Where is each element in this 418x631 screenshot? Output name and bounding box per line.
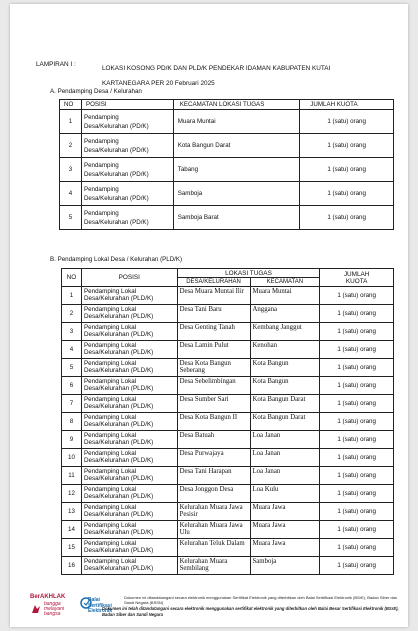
- cell-no: 4: [62, 341, 82, 359]
- cell-kuota: 1 (satu) orang: [300, 206, 394, 230]
- cell-kuota: 1 (satu) orang: [320, 395, 394, 413]
- col-no: NO: [62, 269, 82, 287]
- cell-kecamatan: Kota Bangun Darat: [250, 395, 320, 413]
- cell-posisi: Pendamping Desa/Kelurahan (PD/K): [81, 158, 173, 182]
- cell-posisi: Pendamping Lokal Desa/Kelurahan (PLD/K): [81, 449, 177, 467]
- cell-desa: Desa Jonggon Desa: [177, 485, 250, 503]
- cell-kuota: 1 (satu) orang: [320, 449, 394, 467]
- cell-no: 9: [62, 431, 82, 449]
- cell-desa: Desa Tani Harapan: [177, 467, 250, 485]
- cell-posisi: Pendamping Lokal Desa/Kelurahan (PLD/K): [81, 431, 177, 449]
- cell-kuota: 1 (satu) orang: [320, 359, 394, 377]
- cell-desa: Desa Batuah: [177, 431, 250, 449]
- lampiran-label: LAMPIRAN I :: [36, 61, 76, 68]
- table-row: [60, 110, 394, 134]
- cell-no: 2: [60, 134, 82, 158]
- bsre-label: Balai Sertifikasi Elektronik: [88, 597, 113, 614]
- cell-no: 8: [62, 413, 82, 431]
- cell-desa: Desa Muara Muntai Ilir: [177, 287, 250, 305]
- cell-kuota: 1 (satu) orang: [320, 323, 394, 341]
- cell-posisi: Pendamping Lokal Desa/Kelurahan (PLD/K): [81, 413, 177, 431]
- signature-note-italic: Dokumen ini telah ditandatangani secara elektronik menggunakan sertifikat elektronik yang diterbitkan oleh Balai Besar Sertifikasi Elektronik (BSrE), Badan Siber dan Sandi Negara: [102, 606, 399, 617]
- cell-no: 3: [62, 323, 82, 341]
- cell-no: 3: [60, 158, 82, 182]
- document-title: LOKASI KOSONG PD/K DAN PLD/K PENDEKAR IDAMAN KABUPATEN KUTAI KARTANEGARA PER 20 Februari 2025: [102, 65, 331, 87]
- cell-kuota: 1 (satu) orang: [300, 182, 394, 206]
- table-row: [62, 377, 394, 395]
- cell-posisi: Pendamping Lokal Desa/Kelurahan (PLD/K): [81, 557, 177, 575]
- cell-no: 11: [62, 467, 82, 485]
- cell-posisi: Pendamping Desa/Kelurahan (PD/K): [81, 206, 173, 230]
- cell-posisi: Pendamping Desa/Kelurahan (PD/K): [81, 134, 173, 158]
- cell-kecamatan: Kota Bangun: [250, 377, 320, 395]
- cell-desa: Desa Kota Bangun Seberang: [177, 359, 250, 377]
- cell-kuota: 1 (satu) orang: [320, 503, 394, 521]
- cell-kecamatan: Kota Bangun Darat: [250, 413, 320, 431]
- bangga-melayani-icon: [30, 603, 42, 615]
- cell-desa: Kelurahan Muara Jawa Ulu: [177, 521, 250, 539]
- table-row: [62, 341, 394, 359]
- cell-posisi: Pendamping Lokal Desa/Kelurahan (PLD/K): [81, 359, 177, 377]
- cell-kuota: 1 (satu) orang: [300, 158, 394, 182]
- cell-desa: Kelurahan Teluk Dalam: [177, 539, 250, 557]
- cell-kecamatan: Samboja: [173, 182, 300, 206]
- col-posisi: POSISI: [81, 269, 177, 287]
- cell-kecamatan: Loa Janan: [250, 467, 320, 485]
- table-row: [62, 557, 394, 575]
- table-row: [60, 134, 394, 158]
- cell-posisi: Pendamping Lokal Desa/Kelurahan (PLD/K): [81, 503, 177, 521]
- table-row: [62, 539, 394, 557]
- cell-kecamatan: Tabang: [173, 158, 300, 182]
- cell-no: 16: [62, 557, 82, 575]
- cell-kuota: 1 (satu) orang: [320, 467, 394, 485]
- cell-kecamatan: Kenohan: [250, 341, 320, 359]
- table-row: [62, 287, 394, 305]
- cell-desa: Desa Kota Bangun II: [177, 413, 250, 431]
- cell-kecamatan: Anggana: [250, 305, 320, 323]
- cell-kecamatan: Muara Jawa: [250, 539, 320, 557]
- table-row: [62, 323, 394, 341]
- cell-kecamatan: Kota Bangun Darat: [173, 134, 300, 158]
- table-row: [62, 395, 394, 413]
- cell-desa: Desa Sebelimbingan: [177, 377, 250, 395]
- cell-no: 2: [62, 305, 82, 323]
- cell-posisi: Pendamping Lokal Desa/Kelurahan (PLD/K): [81, 467, 177, 485]
- document-page: [10, 4, 408, 627]
- cell-no: 1: [60, 110, 82, 134]
- cell-kuota: 1 (satu) orang: [320, 413, 394, 431]
- col-desa: DESA/KELURAHAN: [177, 278, 250, 287]
- cell-kecamatan: Kembang Janggut: [250, 323, 320, 341]
- signature-note: Dokumen ini ditandatangani secara elektronik menggunakan Sertifikat Elektronik yang diterbitkan oleh Balai Sertifikasi Elektronik (BSrE), Badan Siber dan Sandi Negara (BSSN): [124, 595, 398, 605]
- cell-kecamatan: Kota Bangun: [250, 359, 320, 377]
- cell-no: 13: [62, 503, 82, 521]
- cell-no: 10: [62, 449, 82, 467]
- cell-posisi: Pendamping Lokal Desa/Kelurahan (PLD/K): [81, 323, 177, 341]
- berakhlak-logo: BerAKHLAK bangga melayani bangsa: [30, 594, 66, 617]
- cell-posisi: Pendamping Lokal Desa/Kelurahan (PLD/K): [81, 341, 177, 359]
- cell-no: 1: [62, 287, 82, 305]
- col-kecamatan: KECAMATAN: [250, 278, 320, 287]
- table-row: [60, 182, 394, 206]
- cell-kecamatan: Samboja: [250, 557, 320, 575]
- cell-kuota: 1 (satu) orang: [320, 521, 394, 539]
- cell-posisi: Pendamping Desa/Kelurahan (PD/K): [81, 110, 173, 134]
- cell-no: 5: [62, 359, 82, 377]
- cell-posisi: Pendamping Lokal Desa/Kelurahan (PLD/K): [81, 287, 177, 305]
- cell-no: 15: [62, 539, 82, 557]
- cell-kuota: 1 (satu) orang: [320, 485, 394, 503]
- col-kecamatan: KECAMATAN LOKASI TUGAS: [173, 100, 300, 110]
- table-row: [60, 158, 394, 182]
- table-row: [62, 359, 394, 377]
- cell-posisi: Pendamping Lokal Desa/Kelurahan (PLD/K): [81, 485, 177, 503]
- table-row: [62, 305, 394, 323]
- cell-posisi: Pendamping Lokal Desa/Kelurahan (PLD/K): [81, 395, 177, 413]
- cell-kuota: 1 (satu) orang: [320, 341, 394, 359]
- table-row: [60, 206, 394, 230]
- col-jumlah-kuota: JUMLAH KUOTA: [320, 269, 394, 287]
- cell-kuota: 1 (satu) orang: [300, 110, 394, 134]
- cell-kecamatan: Samboja Barat: [173, 206, 300, 230]
- table-header-row: [62, 269, 394, 278]
- cell-desa: Desa Tani Baru: [177, 305, 250, 323]
- cell-kecamatan: Loa Kulu: [250, 485, 320, 503]
- cell-no: 12: [62, 485, 82, 503]
- col-lokasi-tugas: LOKASI TUGAS: [177, 269, 320, 278]
- cell-desa: Desa Sumber Sari: [177, 395, 250, 413]
- cell-kuota: 1 (satu) orang: [320, 557, 394, 575]
- col-no: NO: [60, 100, 82, 110]
- cell-posisi: Pendamping Lokal Desa/Kelurahan (PLD/K): [81, 539, 177, 557]
- cell-posisi: Pendamping Desa/Kelurahan (PD/K): [81, 182, 173, 206]
- cell-kecamatan: Loa Janan: [250, 449, 320, 467]
- cell-kuota: 1 (satu) orang: [320, 377, 394, 395]
- table-header-row: [60, 100, 394, 110]
- cell-desa: Desa Genting Tanah: [177, 323, 250, 341]
- table-pendamping-lokal: [61, 268, 394, 575]
- cell-kuota: 1 (satu) orang: [300, 134, 394, 158]
- cell-kecamatan: Muara Jawa: [250, 521, 320, 539]
- cell-no: 14: [62, 521, 82, 539]
- section-a-title: A. Pendamping Desa / Kelurahan: [50, 88, 142, 95]
- cell-posisi: Pendamping Lokal Desa/Kelurahan (PLD/K): [81, 377, 177, 395]
- table-row: [62, 485, 394, 503]
- cell-kuota: 1 (satu) orang: [320, 539, 394, 557]
- table-row: [62, 467, 394, 485]
- cell-no: 5: [60, 206, 82, 230]
- table-row: [62, 431, 394, 449]
- cell-no: 4: [60, 182, 82, 206]
- cell-no: 7: [62, 395, 82, 413]
- cell-desa: Kelurahan Muara Jawa Pesisir: [177, 503, 250, 521]
- table-row: [62, 503, 394, 521]
- col-kuota: JUMLAH KUOTA: [300, 100, 394, 110]
- section-b-title: B. Pendamping Lokal Desa / Kelurahan (PLD/K): [50, 256, 183, 263]
- table-row: [62, 413, 394, 431]
- table-row: [62, 521, 394, 539]
- cell-posisi: Pendamping Lokal Desa/Kelurahan (PLD/K): [81, 521, 177, 539]
- cell-kecamatan: Muara Muntai: [250, 287, 320, 305]
- col-posisi: POSISI: [81, 100, 173, 110]
- table-pendamping-desa: [59, 99, 394, 230]
- cell-kuota: 1 (satu) orang: [320, 305, 394, 323]
- cell-kecamatan: Loa Janan: [250, 431, 320, 449]
- cell-desa: Desa Lamin Pulut: [177, 341, 250, 359]
- document-footer: [10, 592, 408, 627]
- cell-kecamatan: Muara Muntai: [173, 110, 300, 134]
- table-row: [62, 449, 394, 467]
- cell-posisi: Pendamping Lokal Desa/Kelurahan (PLD/K): [81, 305, 177, 323]
- cell-no: 6: [62, 377, 82, 395]
- cell-kuota: 1 (satu) orang: [320, 287, 394, 305]
- cell-kecamatan: Muara Jawa: [250, 503, 320, 521]
- cell-kuota: 1 (satu) orang: [320, 431, 394, 449]
- cell-desa: Desa Purwajaya: [177, 449, 250, 467]
- cell-desa: Kelurahan Muara Sembilang: [177, 557, 250, 575]
